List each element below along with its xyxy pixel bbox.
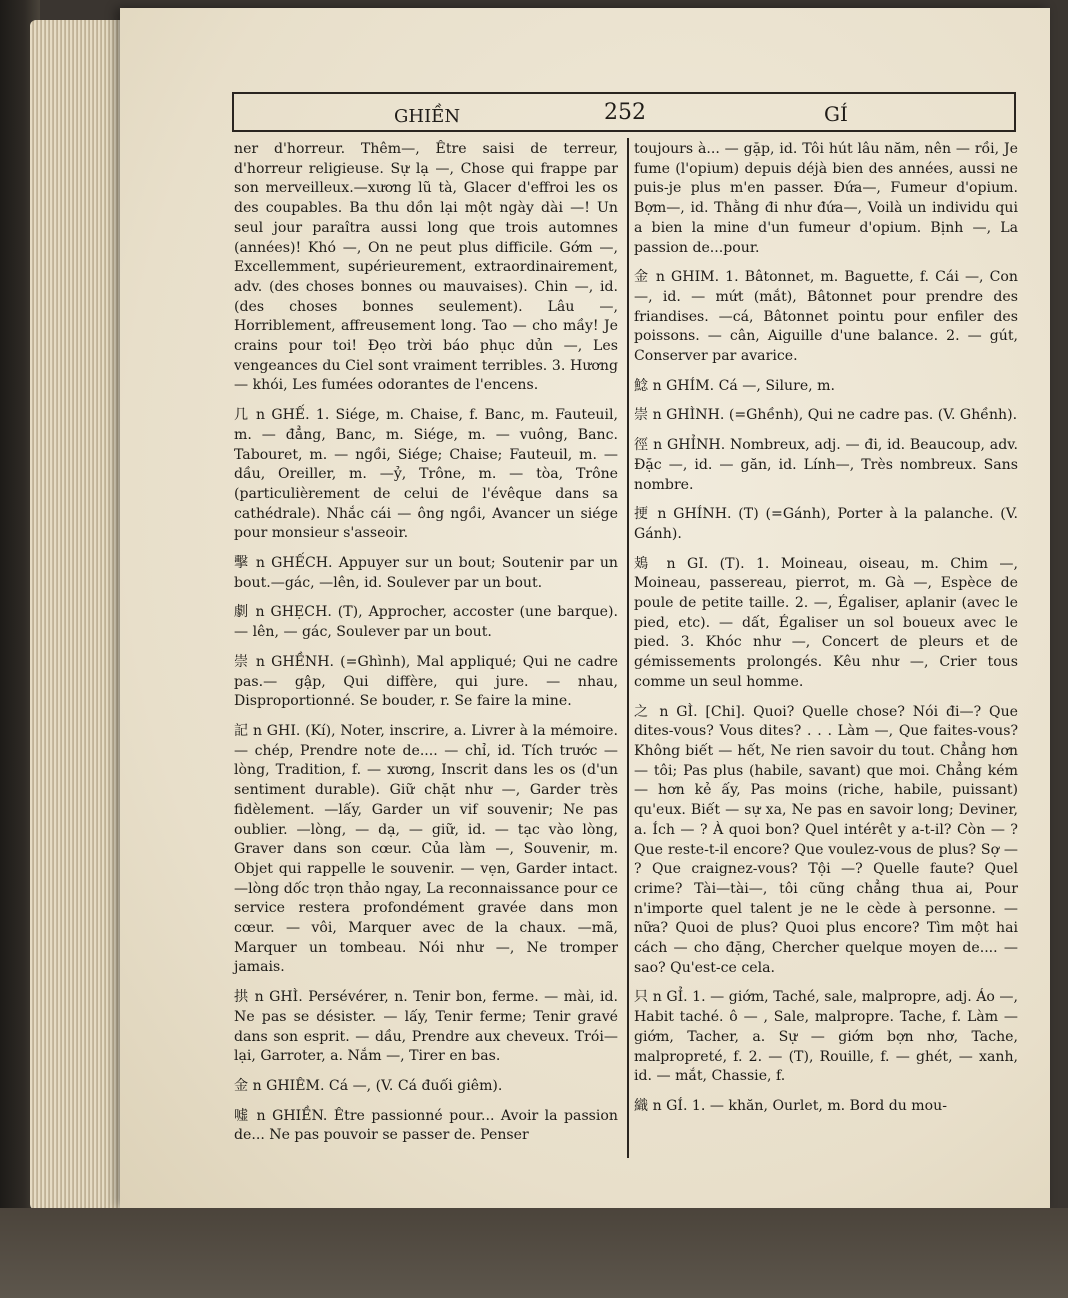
entry-continuation: ner d'horreur. Thêm—, Être saisi de terreur, d'horreur religieuse. Sự lạ —, Chose qui frappe par son merveilleux.—xương lũ tà, Glacer d'effroi les os des coupables. Ba thu dồn lại một ngày dài —! Un seul jour paraîtra aussi long que trois automnes (années)! Khó —, On ne peut plus difficile. Gớm —, Excellemment, supérieurement, extraordinairement, adv. (des choses bonnes ou mauvaises). Chin —, id. (des choses bonnes seulement). Lâu —, Horriblement, affreusement long. Tao — cho mầy! Je crains pour toi! Đẹo trời báo phục dủn —, Les vengeances du Ciel sont vraiment terribles. 3. Hương — khói, Les fumées odorantes de l'encens. xyxy=(234,141,618,394)
running-header xyxy=(232,92,1016,132)
entry-ghenh: 崇 n GHỀNH. (=Ghình), Mal appliqué; Qui ne cadre pas.— gập, Qui diffère, qui jure. — nhau, Disproportionné. Se bouder, r. Se faire la mine. xyxy=(234,653,618,710)
page-block-edges xyxy=(30,20,130,1210)
entry-ghim-acute: 鯰 n GHÍM. Cá —, Silure, m. xyxy=(634,377,835,394)
header-right-guideword: GÍ xyxy=(824,102,848,126)
book-bottom-shadow xyxy=(0,1208,1068,1298)
entry-ghim: 金 n GHIM. 1. Bâtonnet, m. Baguette, f. Cái —, Con —, id. — mứt (mắt), Bâtonnet pour prendre des friandises. —cá, Bâtonnet pointu pour enfiler des poissons. — cân, Aiguille d'une balance. 2. — gút, Conserver par avarice. xyxy=(634,269,1018,365)
entry-ghien: 嘘 n GHIỀN. Être passionné pour... Avoir la passion de... Ne pas pouvoir se passer de. Penser xyxy=(234,1107,618,1144)
right-column xyxy=(634,140,1018,1123)
entry-gi-hook: 只 n GỈ. 1. — giớm, Taché, sale, malpropre, adj. Áo —, Habit taché. ô — , Sale, malpropre. Tache, f. Làm — giớm, Tacher, a. Sự — giớm bợn nhơ, Tache, malpropreté, f. 2. — (T), Rouille, f. — ghét, — xanh, id. — mắt, Chassie, f. xyxy=(634,989,1018,1085)
entry-gi-acute: 織 n GÍ. 1. — khăn, Ourlet, m. Bord du mou- xyxy=(634,1097,947,1114)
column-divider xyxy=(627,138,629,1158)
entry-ghi-grave: 拱 n GHÌ. Persévérer, n. Tenir bon, ferme. — mài, id. Ne pas se désister. — lấy, Tenir ferme; Tenir gravé dans son esprit. — dầu, Prendre aux cheveux. Trói—lại, Garroter, a. Nắm —, Tirer en bas. xyxy=(234,989,618,1065)
entry-ghe: 几 n GHẾ. 1. Siége, m. Chaise, f. Banc, m. Fauteuil, m. — đẳng, Banc, m. Siége, m. — vuông, Banc. Tabouret, m. — ngồi, Siége; Chaise; Fauteuil, m. — dầu, Oreiller, m. —ỷ, Trône, m. — tòa, Trône (particulièrement de celui de l'évêque dans sa cathédrale). Nhắc cái — ông ngồi, Avancer un siége pour monsieur s'asseoir. xyxy=(234,407,618,542)
entry-ghi: 記 n GHI. (Kí), Noter, inscrire, a. Livrer à la mémoire. — chép, Prendre note de.... — chỉ, id. Tích trước — lòng, Tradition, f. — xương, Inscrit dans les os (d'un sentiment durable). Giữ chặt như —, Garder très fidèlement. —lấy, Garder un vif souvenir; Ne pas oublier. —lòng, — dạ, — giữ, id. — tạc vào lòng, Graver dans son cœur. Của làm —, Souvenir, m. Objet qui rappelle le souvenir. — vẹn, Garder intact. —lòng dốc trọn thảo ngay, La reconnaissance pour ce service restera profondément gravée dans mon cœur. — vôi, Marquer avec de la chaux. —mã, Marquer un tombeau. Nói như —, Ne tromper jamais. xyxy=(234,722,618,976)
entry-ghech: 擊 n GHẾCH. Appuyer sur un bout; Soutenir par un bout.—gác, —lên, id. Soulever par un bout. xyxy=(234,555,618,591)
header-left-guideword: GHIỀN xyxy=(394,106,461,127)
entry-ghiem: 金 n GHIÊM. Cá —, (V. Cá đuối giêm). xyxy=(234,1077,503,1094)
entry-ghinh-hook: 徑 n GHỈNH. Nombreux, adj. — đi, id. Beaucoup, adv. Đặc —, id. — găn, id. Lính—, Très nombreux. Sans nombre. xyxy=(634,437,1018,493)
page-number: 252 xyxy=(604,100,646,125)
left-column xyxy=(234,140,618,1152)
entry-ghien-continued: toujours à... — gặp, id. Tôi hút lâu năm, nên — rồi, Je fume (l'opium) depuis déjà bien des années, aussi ne puis-je plus m'en passer. Đứa—, Fumeur d'opium. Bợm—, id. Thằng đi như đứa—, Voilà un individu qui a bien la mine d'un fumeur d'opium. Bịnh —, La passion de...pour. xyxy=(634,141,1018,256)
entry-ghinh: 崇 n GHÌNH. (=Ghềnh), Qui ne cadre pas. (V. Ghềnh). xyxy=(634,407,1018,424)
entry-ghech-t: 劇 n GHẸCH. (T), Approcher, accoster (une barque). — lên, — gác, Soulever par un bout. xyxy=(234,604,618,641)
entry-gi: 鳷 n GI. (T). 1. Moineau, oiseau, m. Chim —, Moineau, passereau, pierrot, m. Gà —, Espèce de poule de petite taille. 2. —, Égaliser, aplanir (avec le pied, etc). — dất, Égaliser un sol boueux avec le pied. 3. Khóc như —, Concert de pleurs et de gémissements prolongés. Kêu như —, Crier tous comme un seul homme. xyxy=(634,555,1018,690)
entry-gi-grave: 之 n GÌ. [Chi]. Quoi? Quelle chose? Nói đi—? Que dites-vous? Vous dites? . . . Làm —, Que faites-vous? Không biết — hết, Ne rien savoir du tout. Chẳng hơn — tôi; Pas plus (habile, savant) que moi. Chẳng kém — hơn kẻ ấy, Pas moins (riche, habile, puissant) qu'eux. Biết — sự xa, Ne pas en savoir long; Deviner, a. Ích — ? À quoi bon? Quel intérêt y a-t-il? Còn — ? Que reste-t-il encore? Que voulez-vous de plus? Sợ — ? Que craignez-vous? Tội —? Quelle faute? Quel crime? Tài—tài—, tôi cũng chẳng thua ai, Pour n'importe quel talent je ne le cède à personne. — nữa? Quoi de plus? Quoi plus encore? Tìm một hai cách — cho đặng, Chercher quelque moyen de.... — sao? Qu'est-ce cela. xyxy=(634,703,1018,976)
entry-ghinh-acute: 挭 n GHÍNH. (T) (=Gánh), Porter à la palanche. (V. Gánh). xyxy=(634,506,1018,542)
